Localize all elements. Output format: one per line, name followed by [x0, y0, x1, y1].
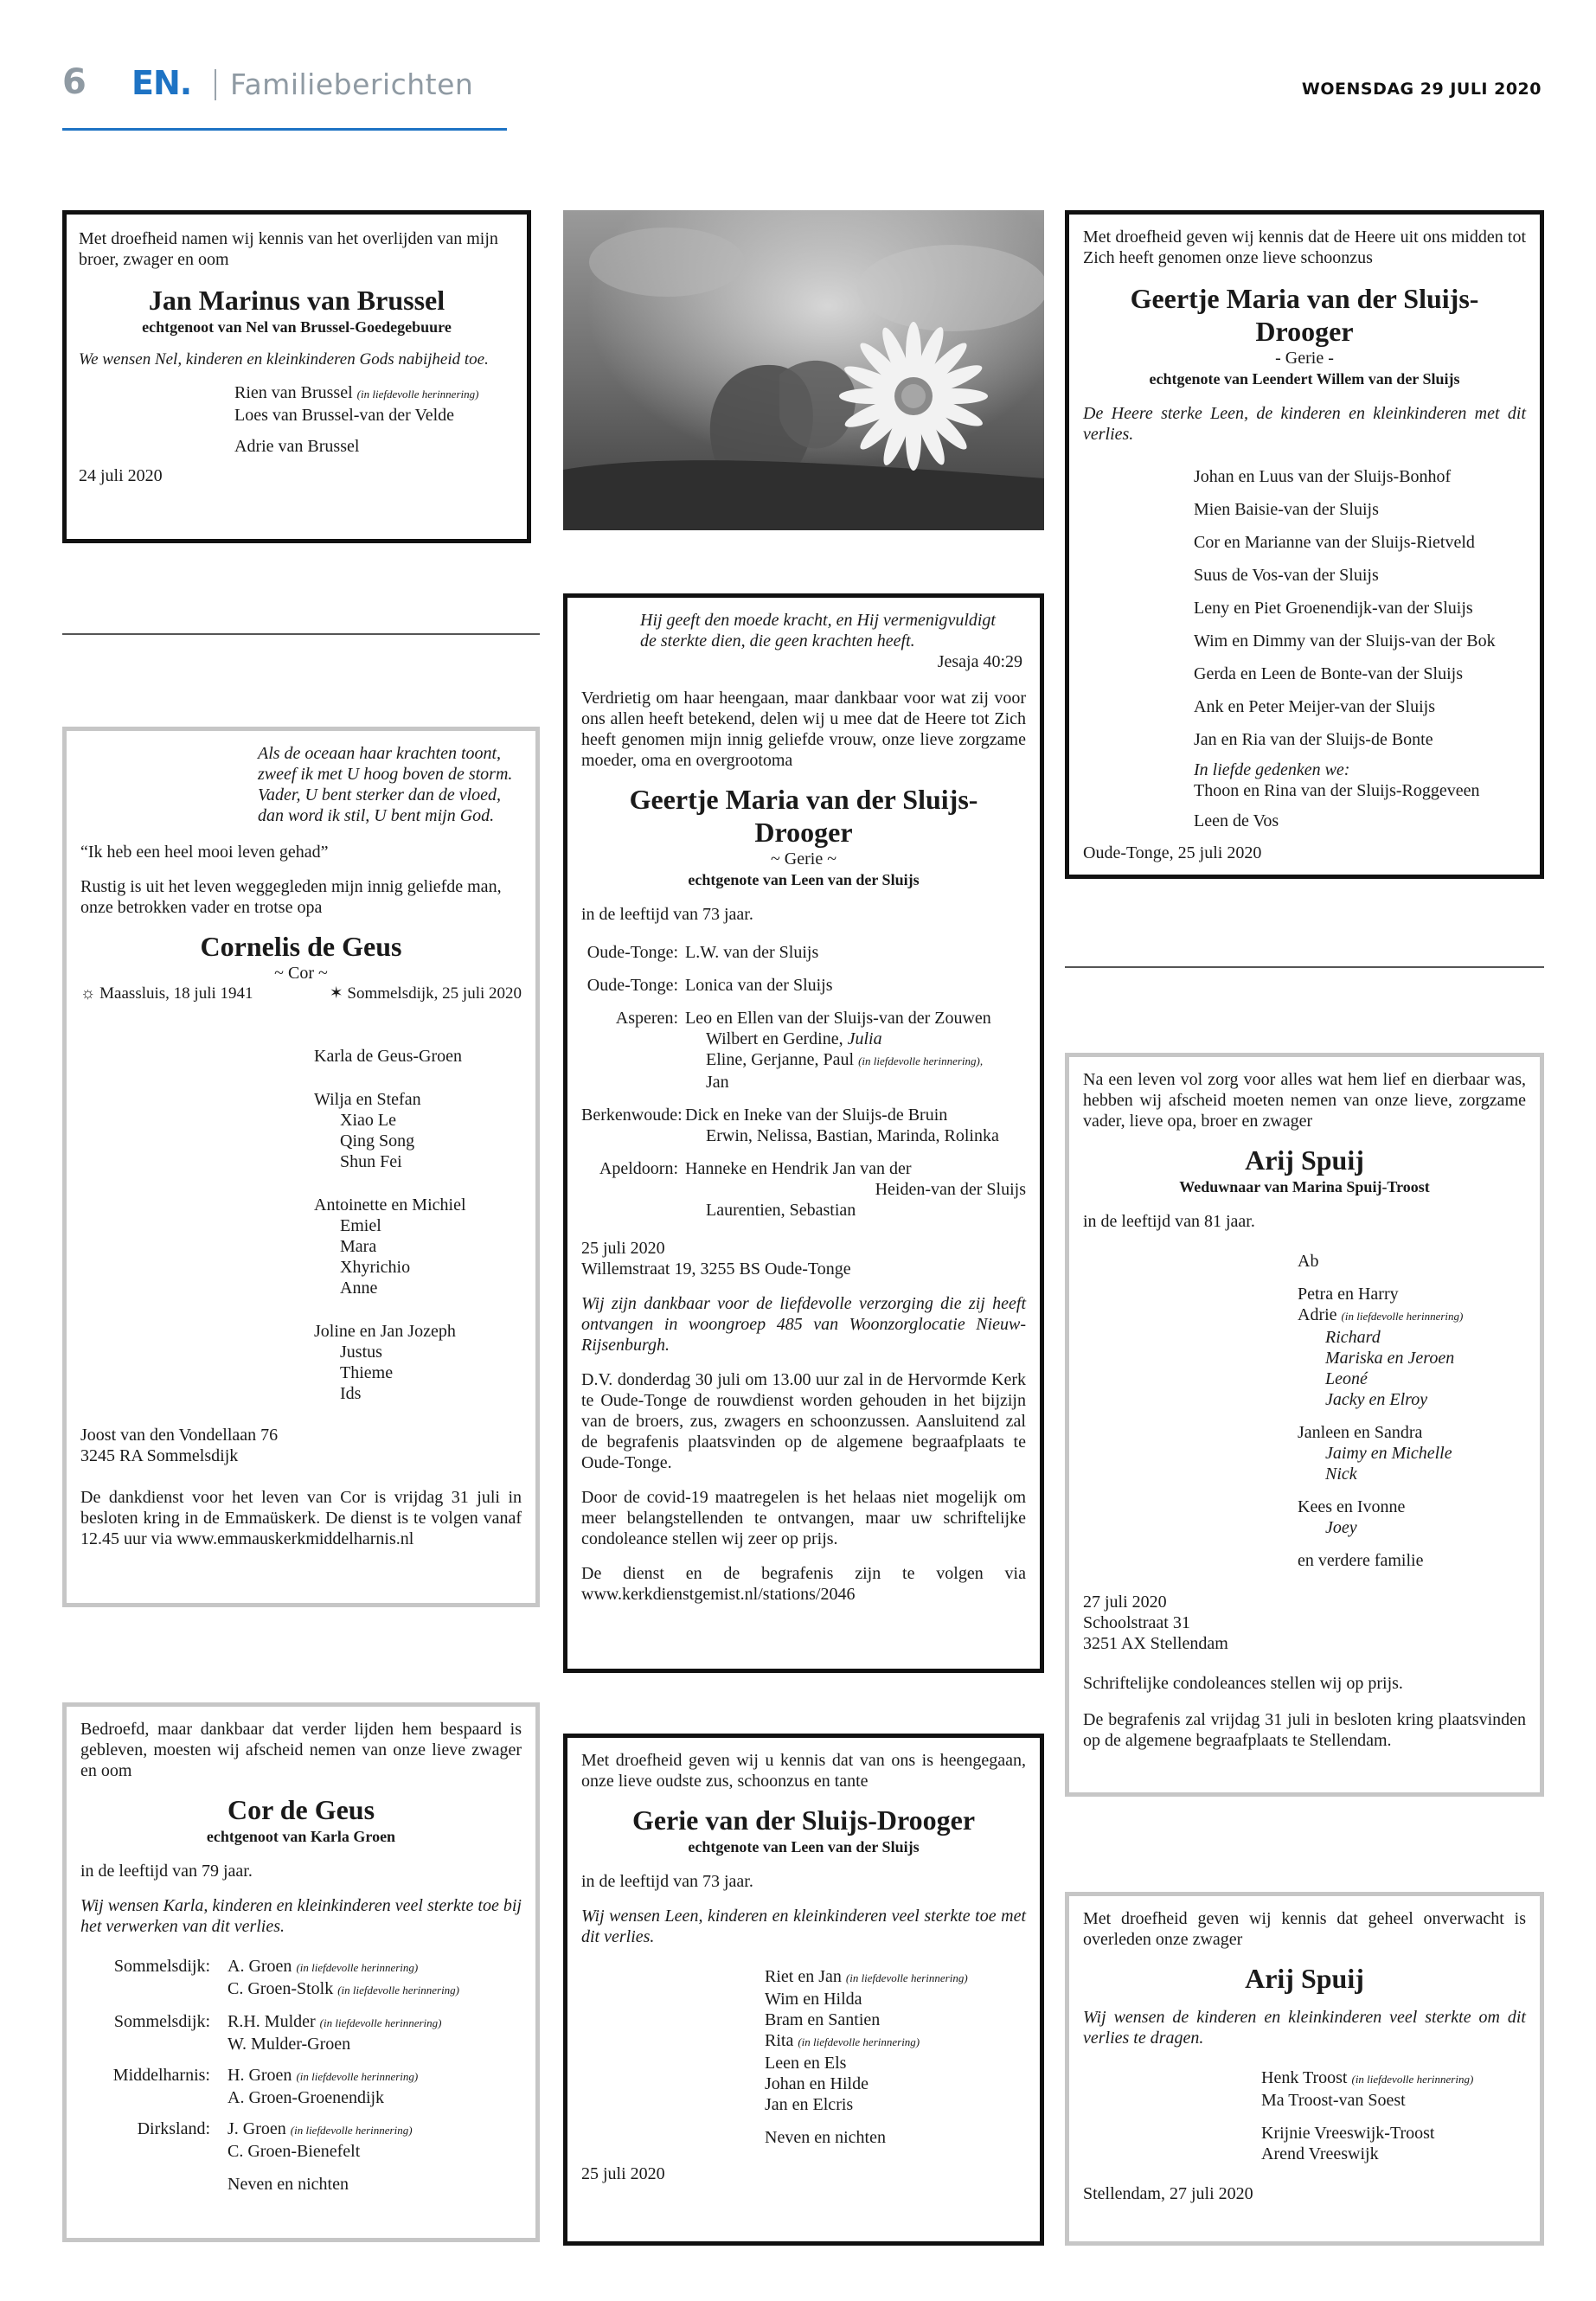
wish-text: Wij wensen Karla, kinderen en kleinkinderen veel sterkte toe bij het verwerken van dit verlies.: [80, 1896, 522, 1936]
spouse-line: echtgenoot van Nel van Brussel-Goedegebuure: [142, 318, 452, 336]
family-list: Karla de Geus-Groen Wilja en Stefan Xiao Le Qing Song Shun Fei Antoinette en Michiel Emiel Mara Xhyrichio Anne Joline en Jan Jozeph Justus Thieme Ids: [314, 1047, 466, 1403]
wish-text: De Heere sterke Leen, de kinderen en kleinkinderen met dit verlies.: [1083, 404, 1526, 444]
condolence-info: Schriftelijke condoleances stellen wij op prijs.: [1083, 1674, 1403, 1693]
family-rows: [581, 942, 1026, 1221]
wish-text: We wensen Nel, kinderen en kleinkinderen Gods nabijheid toe.: [79, 350, 489, 369]
deceased-name: Arij Spuij: [1245, 1144, 1364, 1176]
closing: Neven en nichten: [228, 2175, 349, 2194]
notice-cor-de-geus: [62, 1702, 540, 2242]
spouse-line: echtgenote van Leendert Willem van der Sluijs: [1149, 370, 1460, 388]
notice-intro: Bedroefd, maar dankbaar dat verder lijden hem bespaard is gebleven, moesten wij afscheid nemen van onze lieve zwager en oom: [80, 1720, 522, 1780]
wish-text: Wij wensen de kinderen en kleinkinderen veel sterkte om dit verlies te dragen.: [1083, 2008, 1526, 2048]
age-line: in de leeftijd van 79 jaar.: [80, 1862, 253, 1881]
nickname: - Gerie -: [1275, 349, 1334, 368]
thanks-text: Wij zijn dankbaar voor de liefdevolle verzorging die zij heeft ontvangen in woongroep 485 van Woonzorglocatie Nieuw-Rijsenburgh.: [581, 1294, 1026, 1355]
notice-intro: Rustig is uit het leven weggegleden mijn innig geliefde man, onze betrokken vader en trotse opa: [80, 877, 502, 917]
age-line: in de leeftijd van 81 jaar.: [1083, 1212, 1255, 1231]
deceased-name: Cor de Geus: [227, 1794, 375, 1825]
column-divider: [62, 633, 540, 635]
spouse-line: echtgenote van Leen van der Sluijs: [688, 871, 920, 888]
family-list: Ab Petra en Harry Adrie (in liefdevolle herinnering) Richard Mariska en Jeroen Leoné Jacky en Elroy Janleen en Sandra Jaimy en Michelle Nick Kees en Ivonne Joey en verdere familie: [1298, 1252, 1464, 1570]
address: 27 juli 2020 Schoolstraat 31 3251 AX Stellendam: [1083, 1593, 1228, 1653]
edition-date: WOENSDAG 29 JULI 2020: [1301, 80, 1542, 99]
life-dates: [80, 984, 522, 1004]
page-number: 6: [62, 62, 87, 102]
age-line: in de leeftijd van 73 jaar.: [581, 1872, 753, 1891]
family-list: Johan en Luus van der Sluijs-Bonhof Mien Baisie-van der Sluijs Cor en Marianne van der Sluijs-Rietveld Suus de Vos-van der Sluijs Leny en Piet Groenendijk-van der Sluijs Wim en Dimmy van der Sluijs-van der Bok Gerda en Leen de Bonte-van der Sluijs Ank en Peter Meijer-van der Sluijs Jan en Ria van der Sluijs-de Bonte In liefde gedenken we: Thoon en Rina van der Sluijs-Roggeveen Leen de Vos: [1194, 467, 1496, 830]
deceased-name: Cornelis de Geus: [200, 931, 402, 962]
address: Joost van den Vondellaan 76 3245 RA Sommelsdijk: [80, 1426, 279, 1465]
notice-intro: Verdrietig om haar heengaan, maar dankbaar voor wat zij voor ons allen heeft betekend, delen wij u mee dat de Heere tot Zich heeft genomen mijn innig geliefde vrouw, onze lieve zorgzame moeder, oma en overgrootoma: [581, 689, 1026, 770]
notice-schoonzus: [1065, 210, 1544, 879]
family-row: Sommelsdijk: R.H. Mulder (in liefdevolle herinnering) W. Mulder-Groen: [113, 2012, 442, 2054]
notice-arij-spuij-family: [1065, 1053, 1544, 1797]
covid-info: Door de covid-19 maatregelen is het helaas niet mogelijk om meer belangstellenden te ontvangen, maar uw schriftelijke condoleance stellen wij zeer op prijs.: [581, 1488, 1026, 1548]
daisy-photo: [563, 210, 1044, 530]
verse-reference: Jesaja 40:29: [937, 652, 1022, 671]
wish-text: Wij wensen Leen, kinderen en kleinkinderen veel sterkte toe met dit verlies.: [581, 1907, 1026, 1946]
signatory: Adrie van Brussel: [234, 437, 360, 456]
poem: Als de oceaan haar krachten toont, zweef ik met U hoog boven de storm. Vader, U bent sterker dan de vloed, dan word ik stil, U bent mijn God.: [258, 744, 513, 825]
notice-date: 25 juli 2020: [581, 1239, 665, 1258]
signatory: Rien van Brussel (in liefdevolle herinnering): [234, 383, 479, 402]
daisy-image: [563, 210, 1044, 530]
deceased-name: Geertje Maria van der Sluijs-Drooger: [629, 784, 978, 848]
column-divider: [1065, 966, 1544, 968]
logo: EN.: [131, 64, 192, 102]
spouse-line: echtgenoot van Karla Groen: [206, 1828, 396, 1845]
nickname: ~ Gerie ~: [770, 849, 837, 868]
family-row: Sommelsdijk: A. Groen (in liefdevolle herinnering) C. Groen-Stolk (in liefdevolle herinnering): [113, 1957, 460, 1998]
family-row: Oude-Tonge: L.W. van der Sluijs: [586, 943, 819, 962]
bible-verse: Hij geeft den moede kracht, en Hij vermenigvuldigt de sterkte dien, die geen krachten heeft.: [640, 611, 996, 651]
spouse-line: echtgenote van Leen van der Sluijs: [688, 1838, 920, 1856]
header-rule: [62, 128, 507, 131]
notice-date: 25 juli 2020: [581, 2164, 665, 2183]
notice-gerie-van-der-sluijs: [563, 1734, 1044, 2246]
family-row: Oude-Tonge: Lonica van der Sluijs: [586, 976, 833, 995]
quote: “Ik heb een heel mooi leven gehad”: [80, 843, 329, 862]
service-info: D.V. donderdag 30 juli om 13.00 uur zal in de Hervormde Kerk te Oude-Tonge de rouwdienst worden gehouden in het bijzijn van de broers, zus, zwagers en schoonzussen. Aansluitend zal de begrafenis plaatsvinden op de algemene begraafplaats te Oude-Tonge.: [581, 1370, 1026, 1472]
section-title: Familieberichten: [230, 67, 474, 101]
family-row: Berkenwoude: Dick en Ineke van der Sluijs-de Bruin Erwin, Nelissa, Bastian, Marinda, Rolinka: [581, 1106, 999, 1145]
family-row: Asperen: Leo en Ellen van der Sluijs-van der Zouwen Wilbert en Gerdine, Julia Eline, Gerjanne, Paul (in liefdevolle herinnering), Jan: [615, 1009, 991, 1092]
notice-date: 24 juli 2020: [79, 466, 163, 485]
notice-cornelis-de-geus: [62, 727, 540, 1607]
notice-intro: Met droefheid geven wij u kennis dat van ons is heengegaan, onze lieve oudste zus, schoonzus en tante: [581, 1751, 1026, 1791]
family-rows: [80, 1956, 522, 2162]
signatory: Loes van Brussel-van der Velde: [234, 406, 455, 425]
deceased-name: Gerie van der Sluijs-Drooger: [631, 1804, 976, 1836]
family-row: Dirksland: J. Groen (in liefdevolle herinnering) C. Groen-Bienefelt: [137, 2119, 413, 2161]
family-row: Middelharnis: H. Groen (in liefdevolle herinnering) A. Groen-Groenendijk: [112, 2066, 419, 2107]
deceased-name: Jan Marinus van Brussel: [148, 285, 445, 316]
signatories: Riet en Jan (in liefdevolle herinnering) Wim en Hilda Bram en Santien Rita (in liefdevolle herinnering) Leen en Els Johan en Hilde Jan en Elcris Neven en nichten: [765, 1967, 968, 2147]
place-date: Stellendam, 27 juli 2020: [1083, 2184, 1253, 2203]
notice-arij-spuij-zwager: [1065, 1892, 1544, 2246]
notice-intro: Met droefheid geven wij kennis dat geheel onverwacht is overleden onze zwager: [1083, 1909, 1526, 1949]
deceased-name: Geertje Maria van der Sluijs-Drooger: [1130, 283, 1479, 347]
family-row: Apeldoorn: Hanneke en Hendrik Jan van der Heiden-van der Sluijs Laurentien, Sebastian: [599, 1159, 1026, 1220]
spouse-line: Weduwnaar van Marina Spuij-Troost: [1179, 1178, 1430, 1195]
notice-intro: Na een leven vol zorg voor alles wat hem lief en dierbaar was, hebben wij afscheid moeten nemen van onze lieve, zorgzame vader, lieve opa, broer en zwager: [1083, 1070, 1526, 1131]
death-line: ✶ Sommelsdijk, 25 juli 2020: [329, 984, 522, 1003]
address: Willemstraat 19, 3255 BS Oude-Tonge: [581, 1259, 851, 1279]
nickname: ~ Cor ~: [274, 964, 328, 983]
notice-intro: Met droefheid geven wij kennis dat de Heere uit ons midden tot Zich heeft genomen onze lieve schoonzus: [1083, 228, 1526, 267]
place-date: Oude-Tonge, 25 juli 2020: [1083, 843, 1262, 862]
notice-van-brussel: [62, 210, 531, 543]
age-line: in de leeftijd van 73 jaar.: [581, 905, 753, 924]
stream-info: De dienst en de begrafenis zijn te volgen via www.kerkdienstgemist.nl/stations/2046: [581, 1564, 1026, 1604]
page-header: [62, 62, 1542, 109]
deceased-name: Arij Spuij: [1245, 1963, 1364, 1994]
signatories: Henk Troost (in liefdevolle herinnering) Ma Troost-van Soest Krijnie Vreeswijk-Troost Arend Vreeswijk: [1261, 2068, 1474, 2163]
birth-line: ☼ Maassluis, 18 juli 1941: [80, 984, 253, 1003]
funeral-info: De begrafenis zal vrijdag 31 juli in besloten kring plaatsvinden op de algemene begraafplaats te Stellendam.: [1083, 1710, 1526, 1750]
header-separator: [215, 69, 216, 100]
notice-geertje-maria-family: [563, 593, 1044, 1673]
service-info: De dankdienst voor het leven van Cor is vrijdag 31 juli in besloten kring in de Emmaüskerk. De dienst is te volgen vanaf 12.45 uur via www.emmauskerkmiddelharnis.nl: [80, 1488, 522, 1548]
notice-intro: Met droefheid namen wij kennis van het overlijden van mijn broer, zwager en oom: [79, 229, 498, 269]
